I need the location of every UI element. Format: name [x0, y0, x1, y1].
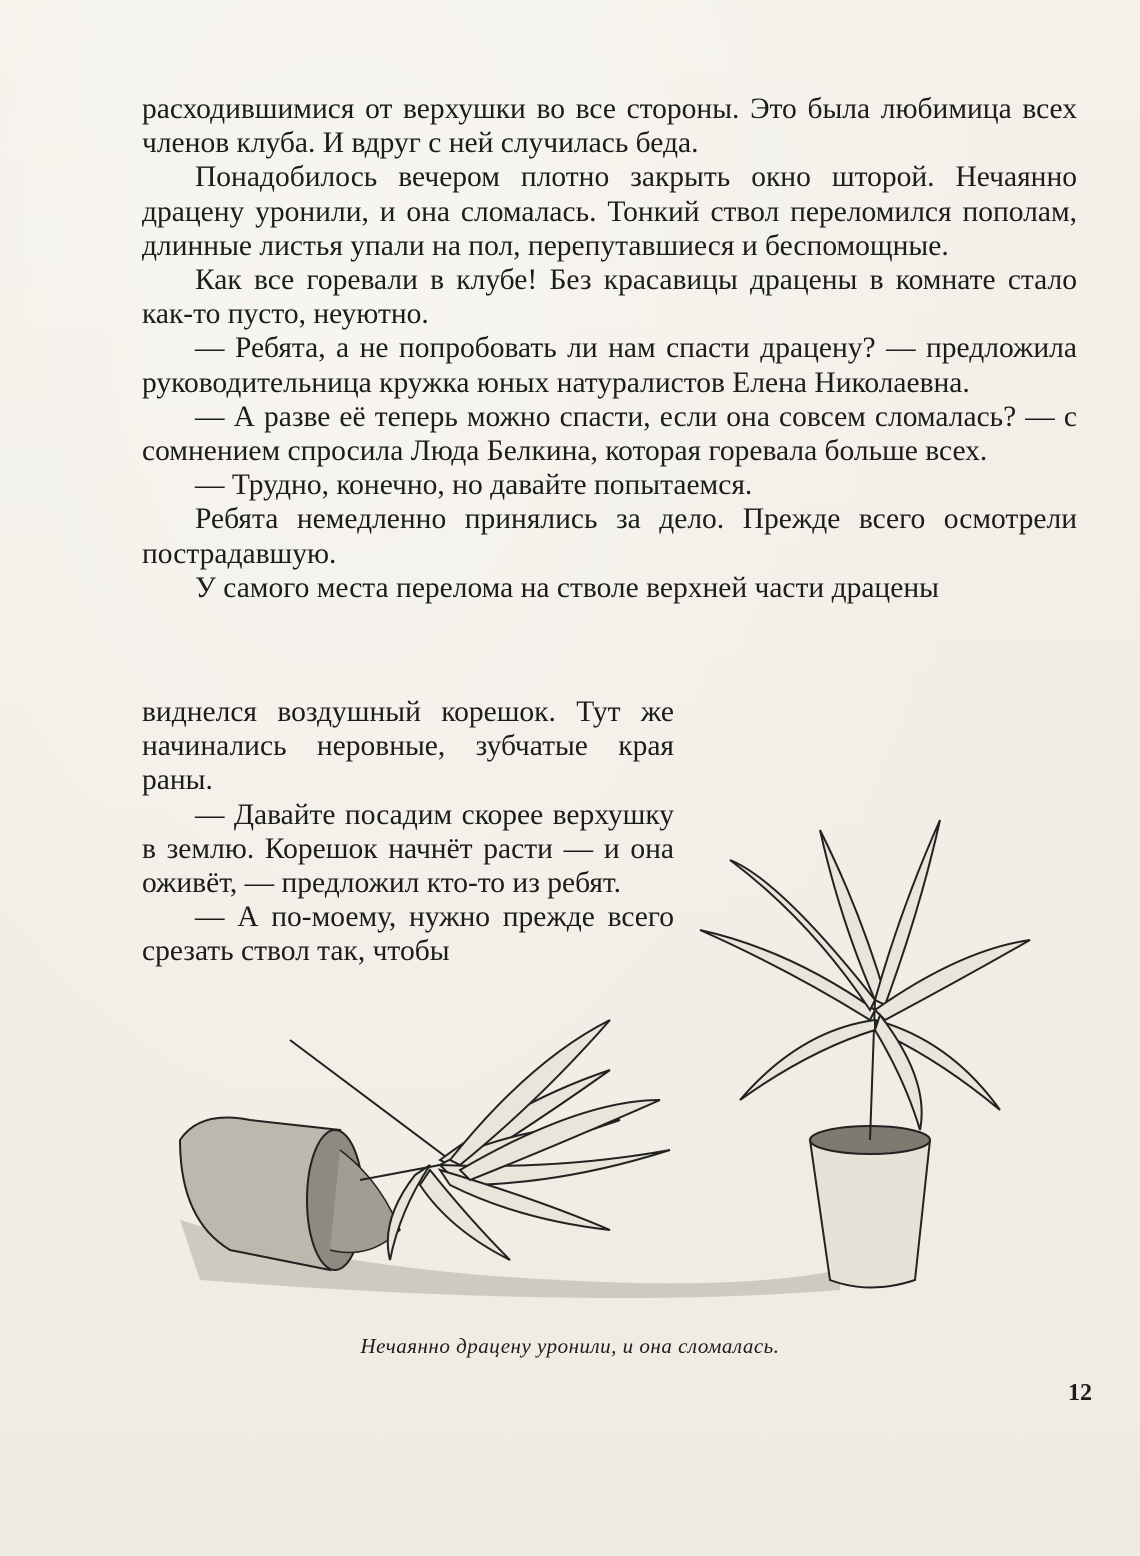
page-number: 12: [1068, 1380, 1092, 1406]
illustration-broken-dracaena: [140, 800, 1040, 1320]
potted-plant-icon: [700, 820, 1030, 1288]
paragraph: виднелся воздушный корешок. Тут же начинались неровные, зубчатые края раны.: [142, 696, 674, 797]
paragraph: Ребята немедленно принялись за дело. Прежде всего осмотрели пострадавшую.: [142, 503, 1077, 570]
paragraph: — Ребята, а не попробовать ли нам спасти драцену? — предложила руководительница кружка юных натуралистов Елена Николаевна.: [142, 332, 1077, 399]
paragraph: Как все горевали в клубе! Без красавицы драцены в комнате стало как-то пусто, неуютно.: [142, 264, 1077, 331]
paragraph: Понадобилось вечером плотно закрыть окно шторой. Нечаянно драцену уронили, и она сломалась. Тонкий ствол переломился пополам, длинные листья упали на пол, перепутавшиеся и беспомощные.: [142, 161, 1077, 262]
paragraph: — Трудно, конечно, но давайте попытаемся.: [195, 469, 753, 502]
main-text-block: [142, 92, 1077, 605]
illustration-caption: Нечаянно драцену уронили, и она сломалась.: [360, 1334, 780, 1358]
paragraph: — А по-моему, нужно прежде всего срезать ствол так, чтобы: [142, 901, 674, 968]
paragraph: — Давайте посадим скорее верхушку в землю. Корешок начнёт расти — и она оживёт, — предложил кто-то из ребят.: [142, 798, 674, 900]
paragraph: У самого места перелома на стволе верхней части драцены: [195, 571, 939, 604]
paragraph: — А разве её теперь можно спасти, если она совсем сломалась? — с сомнением спросила Люда Белкина, которая горевала больше всех.: [142, 400, 1077, 468]
paragraph: расходившимися от верхушки во все стороны. Это была любимица всех членов клуба. И вдруг с ней случилась беда.: [142, 93, 1077, 160]
